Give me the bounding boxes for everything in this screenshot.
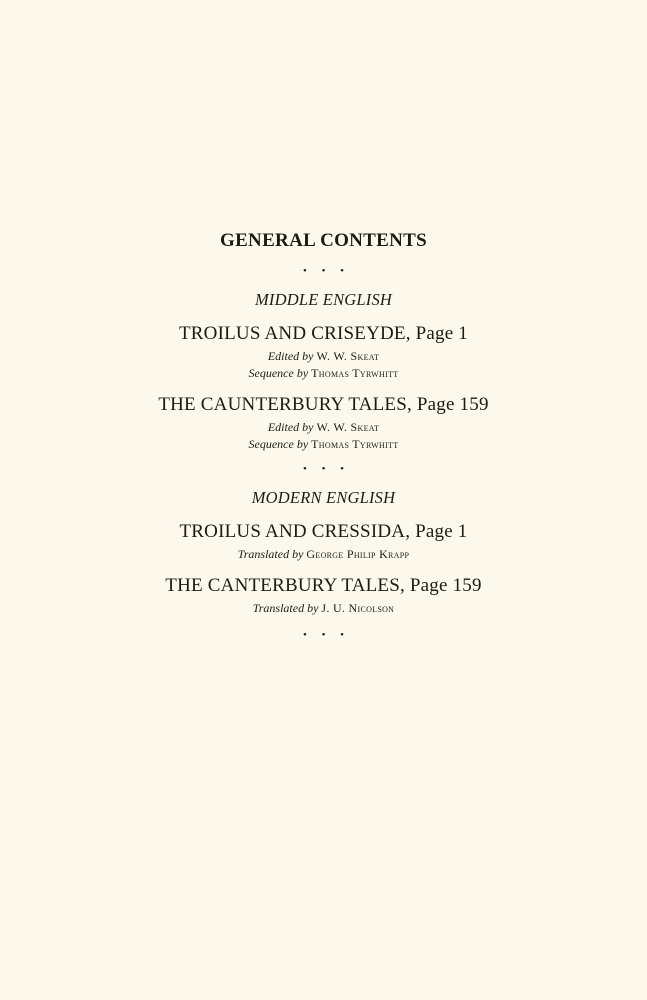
ornament-dots: • • • [302,265,351,277]
credit-name: J. U. Nicolson [321,601,395,615]
credit-line [0,436,647,453]
contents-entry-troilus-cressida [0,521,647,563]
work-title: TROILUS AND CRESSIDA, Page 1 [179,521,468,542]
credit-name: George Philip Krapp [306,547,410,561]
credit-role: Translated by [252,601,319,615]
ornament-dots: • • • [302,463,351,475]
work-title: THE CAUNTERBURY TALES, Page 159 [158,394,489,415]
credit-line [0,365,647,382]
credit-name: W. W. Skeat [316,420,380,434]
credit-name: Thomas Tyrwhitt [311,366,399,380]
contents-block [0,230,647,642]
credit-name: Thomas Tyrwhitt [311,437,399,451]
section-modern-english [0,488,647,617]
contents-entry-troilus-criseyde [0,323,647,382]
page-title: GENERAL CONTENTS [220,230,427,251]
credit-role: Edited by [267,349,314,363]
credit-name: W. W. Skeat [316,349,380,363]
credit-role: Translated by [237,547,304,561]
credit-role: Edited by [267,420,314,434]
section-middle-english [0,290,647,453]
contents-entry-canterbury-tales [0,575,647,617]
section-heading: MODERN ENGLISH [251,488,396,507]
credit-role: Sequence by [248,437,309,451]
work-title: TROILUS AND CRISEYDE, Page 1 [178,323,468,344]
contents-entry-caunterbury-tales [0,394,647,453]
credit-line [0,546,647,563]
ornament-dots: • • • [302,629,351,641]
section-heading: MIDDLE ENGLISH [254,290,393,309]
credit-role: Sequence by [248,366,309,380]
work-title: THE CANTERBURY TALES, Page 159 [165,575,482,596]
credit-line [0,419,647,436]
credit-line [0,600,647,617]
credit-line [0,348,647,365]
